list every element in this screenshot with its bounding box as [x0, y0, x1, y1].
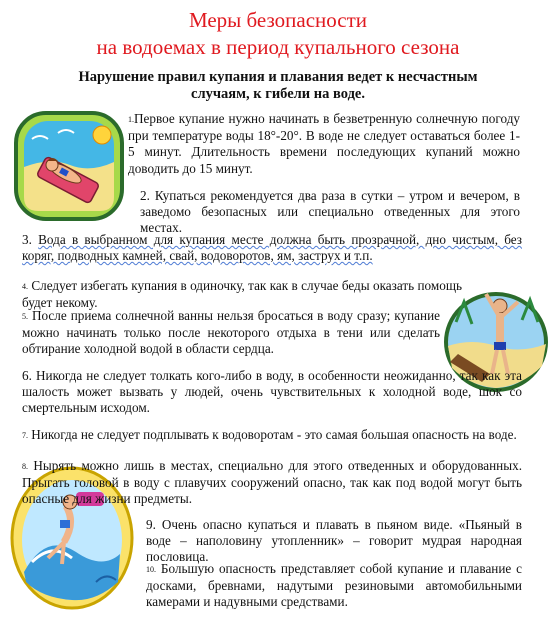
rule-6-text: Никогда не следует толкать кого-либо в воду, в особенности неожиданно, так как эта шалость может вызвать у людей, очень чувствительных к холодной воде, шок со смертельным исходом.: [22, 368, 522, 416]
rule-9-number: 9.: [146, 517, 156, 532]
rule-10-number: 10.: [146, 565, 156, 574]
rule-3-number: 3.: [22, 232, 32, 247]
rule-7: [22, 427, 522, 444]
rule-3-text: Вода в выбранном для купания месте должна быть прозрачной, дно чистым, без коряг, подводных камней, свай, водоворотов, ям, заструх и т.п.: [22, 232, 522, 264]
rule-5: [22, 308, 440, 358]
page-title-line-2: на водоемах в период купального сезона: [96, 35, 460, 59]
rule-9-text: Очень опасно купаться и плавать в пьяном виде. «Пьяный в воде – наполовину утопленник» – говорит мудрая народная пословица.: [146, 517, 523, 565]
rule-2: [140, 188, 520, 237]
rule-4: [22, 278, 462, 311]
rule-9: [146, 517, 522, 566]
page-title-line-1: Меры безопасности: [188, 8, 368, 32]
rule-1-text: Первое купание нужно начинать в безветренную солнечную погоду при температуре воды 18°-20°. В воде не следует оставаться более 1-5 минут. Длительность времени последующих купаний можно доводить до 15 минут.: [128, 111, 520, 176]
rule-5-number: 5.: [22, 312, 28, 321]
rule-7-text: Никогда не следует подплывать к водоворотам - это самая большая опасность на воде.: [31, 427, 517, 442]
rule-6: [22, 368, 522, 417]
sunbather-illustration: [10, 107, 128, 225]
rule-4-number: 4.: [22, 282, 28, 291]
rule-7-number: 7.: [22, 431, 28, 440]
rule-2-number: 2.: [140, 188, 150, 203]
subtitle-line-2: случаям, к гибели на воде.: [191, 86, 365, 102]
rule-8-number: 8.: [22, 462, 28, 471]
rule-3: [22, 232, 522, 264]
rule-5-text: После приема солнечной ванны нельзя бросаться в воду сразу; купание можно начинать только после некоторого отдыха в тени или сделать обтирание холодной водой в области сердца.: [22, 308, 440, 357]
rule-4-text: Следует избегать купания в одиночку, так как в случае беды оказать помощь будет некому.: [22, 278, 462, 311]
rule-1-number: 1.: [128, 115, 134, 124]
rule-6-number: 6.: [22, 368, 32, 383]
rule-1: [128, 111, 520, 177]
subtitle-line-1: Нарушение правил купания и плавания ведет к несчастным: [78, 69, 478, 85]
rule-2-text: Купаться рекомендуется два раза в сутки – утром и вечером, в заведомо безопасных или специально отведенных для этого местах.: [140, 188, 520, 236]
rule-10: [146, 561, 522, 611]
rule-8-text: Нырять можно лишь в местах, специально для этого отведенных и оборудованных. Прыгать головой в воду с плавучих сооружений опасно, так как под водой могут быть опасные для жизни предметы.: [22, 458, 522, 507]
rule-10-text: Большую опасность представляет собой купание и плавание с досками, бревнами, надутыми резиновыми автомобильными камерами и надувными средствами.: [146, 561, 523, 610]
rule-8: [22, 458, 522, 508]
